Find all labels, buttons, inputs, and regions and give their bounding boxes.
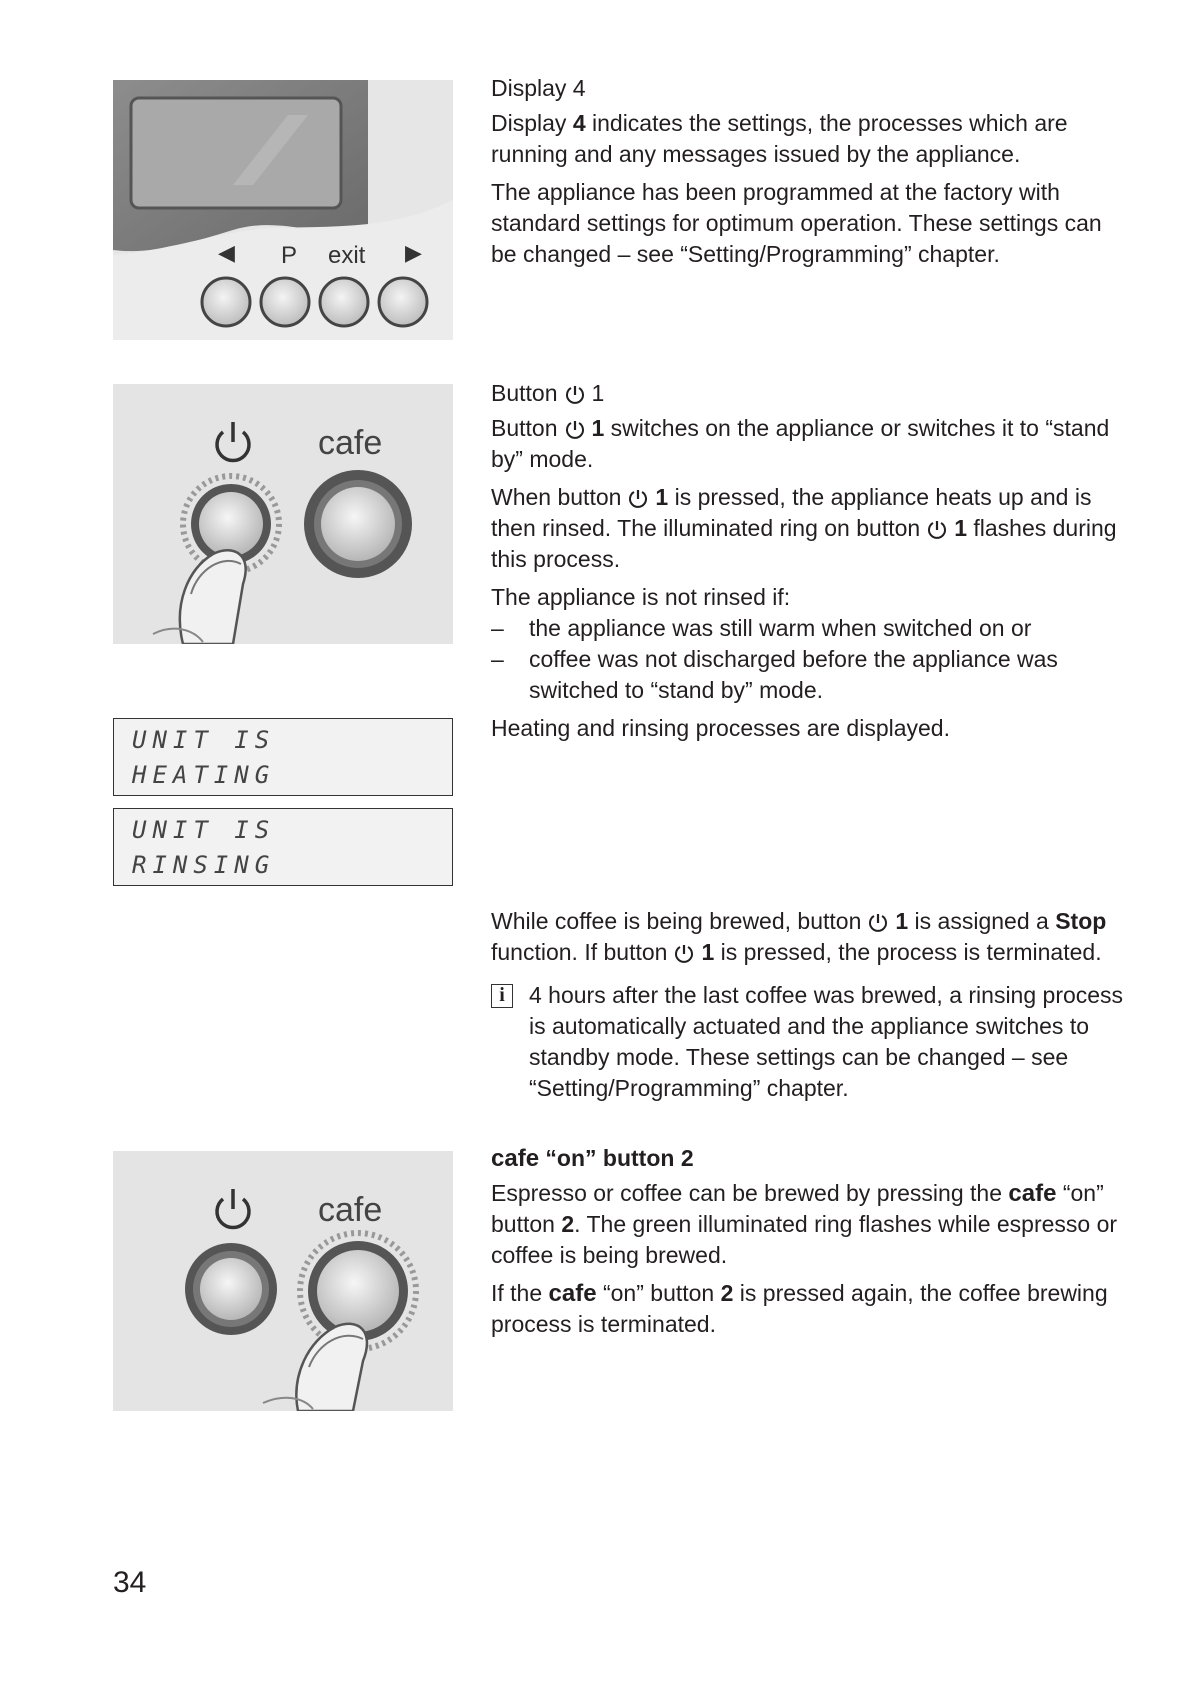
exit-label: exit: [328, 242, 366, 269]
power-button-image: [113, 384, 453, 644]
info-icon: i: [491, 984, 513, 1008]
cafe-paragraph-1: Espresso or coffee can be brewed by pressing the cafe “on” button 2. The green illuminated ring flashes while espresso or coffee is being brewed.: [491, 1180, 1118, 1268]
cafe-label: cafe: [318, 1191, 383, 1229]
power-symbol-icon: [673, 942, 695, 964]
button-paragraph-2: When button 1 is pressed, the appliance heats up and is then rinsed. The illuminated ring on button 1 flashes during this process.: [491, 484, 1117, 572]
cafe-heading: cafe “on” button 2: [491, 1145, 694, 1172]
display-heading: Display 4: [491, 75, 586, 101]
display-paragraph-1: Display 4 indicates the settings, the processes which are running and any messages issued by the appliance.: [491, 110, 1068, 167]
display-panel-image: [113, 80, 453, 340]
button-paragraph-4: Heating and rinsing processes are displayed.: [491, 715, 950, 741]
stop-section: [491, 906, 1131, 1104]
cafe-section: [491, 1143, 1131, 1347]
page-number: 34: [113, 1566, 147, 1599]
cafe-paragraph-2: If the cafe “on” button 2 is pressed again, the coffee brewing process is terminated.: [491, 1280, 1108, 1337]
stop-paragraph: While coffee is being brewed, button 1 is assigned a Stop function. If button 1 is pressed, the process is terminated.: [491, 908, 1107, 965]
arrow-right-label: ▶: [405, 241, 422, 266]
cafe-button-image: [113, 1151, 453, 1411]
p-label: P: [281, 242, 298, 269]
lcd-heating-line1: UNIT IS: [132, 726, 276, 754]
button-heading: Button 1: [491, 380, 605, 406]
power-symbol-icon: [867, 911, 889, 933]
lcd-rinsing-line2: RINSING: [132, 851, 276, 879]
lcd-heating: [113, 718, 453, 796]
button-section: [491, 378, 1131, 751]
list-item: – coffee was not discharged before the appliance was switched to “stand by” mode.: [491, 646, 1058, 703]
lcd-heating-line2: HEATING: [132, 761, 276, 789]
list-item: – the appliance was still warm when switched on or: [491, 615, 1032, 641]
cafe-label: cafe: [318, 424, 383, 462]
lcd-rinsing: [113, 808, 453, 886]
info-note: i 4 hours after the last coffee was brewed, a rinsing process is automatically actuated and the appliance switches to standby mode. These settings can be changed – see “Setting/Programming” chapter.: [491, 980, 1131, 1104]
power-symbol-icon: [926, 518, 948, 540]
display-paragraph-2: The appliance has been programmed at the factory with standard settings for optimum operation. These settings can be changed – see “Setting/Programming” chapter.: [491, 179, 1102, 267]
power-symbol-icon: [564, 383, 586, 405]
power-symbol-icon: [564, 418, 586, 440]
lcd-rinsing-line1: UNIT IS: [132, 816, 276, 844]
power-symbol-icon: [627, 487, 649, 509]
button-paragraph-1: Button 1 switches on the appliance or switches it to “stand by” mode.: [491, 415, 1110, 472]
display-section: [491, 73, 1131, 277]
arrow-left-label: ◀: [218, 241, 235, 266]
button-paragraph-3: The appliance is not rinsed if:: [491, 584, 791, 610]
